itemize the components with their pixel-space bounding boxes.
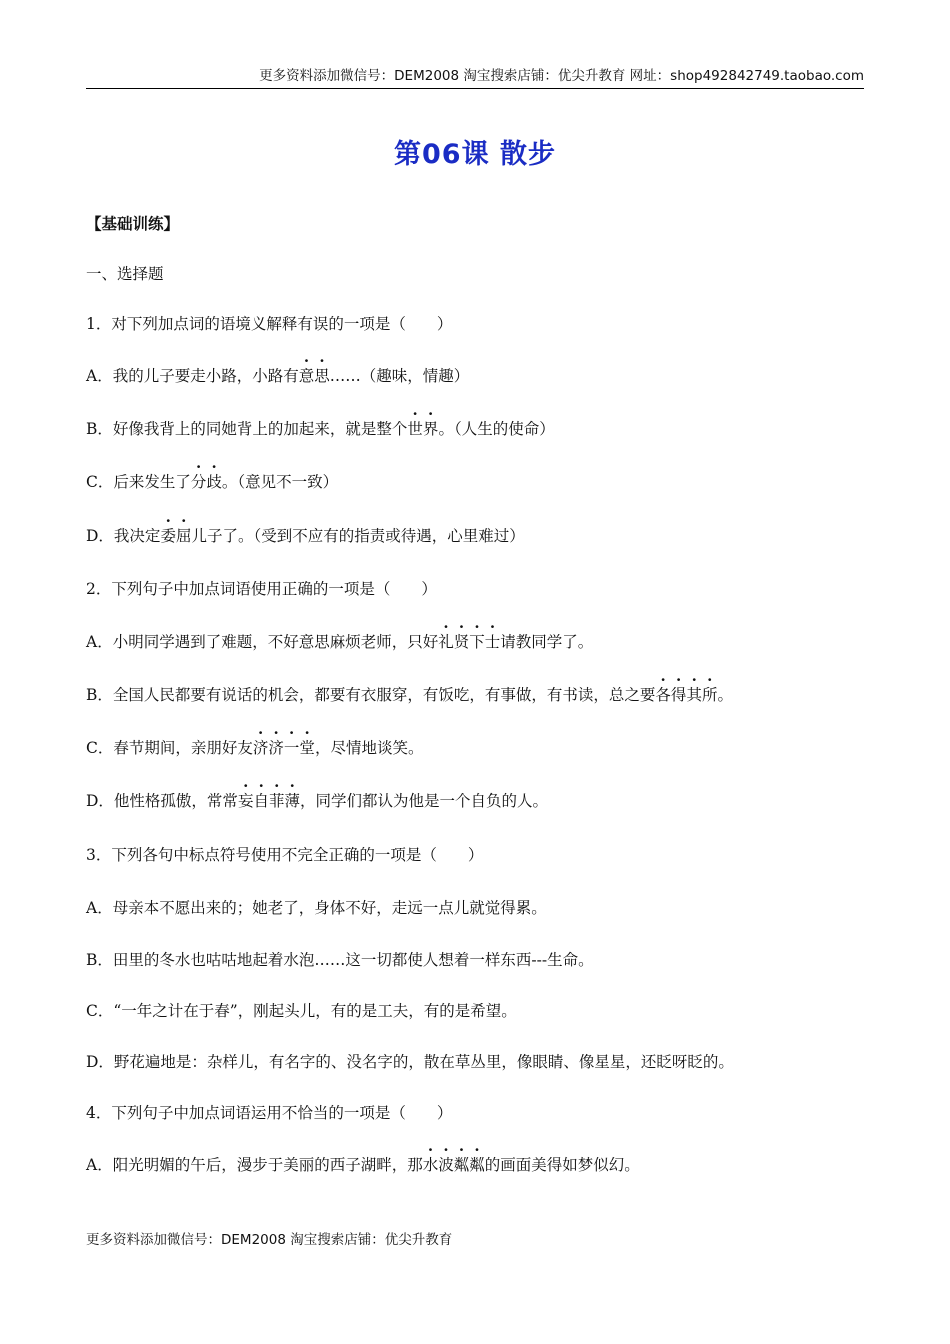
q2-option-b [86, 683, 733, 707]
dotted-char: 济 [252, 739, 269, 757]
option-text: D．他性格孤傲，常常 [86, 792, 238, 810]
dotted-char: 得 [670, 686, 687, 704]
option-text: A．小明同学遇到了难题，不好意思麻烦老师，只好 [86, 633, 439, 651]
dotted-char: 波 [438, 1156, 454, 1174]
option-text: 儿子了。（受到不应有的指责或待遇，心里难过） [191, 527, 525, 545]
section-tag: 【基础训练】 [86, 215, 180, 233]
dotted-char: 委 [160, 527, 176, 545]
q1-option-b [86, 417, 555, 441]
q3-option-a: A．母亲本不愿出来的；她老了，身体不好，走远一点儿就觉得累。 [86, 899, 547, 917]
option-text: ，尽情地谈笑。 [314, 739, 424, 757]
option-text: B．好像我背上的同她背上的加起来，就是整个 [86, 420, 408, 438]
dotted-char: 妄 [237, 792, 254, 810]
dotted-char: 思 [314, 367, 330, 385]
q2-option-a [86, 630, 593, 654]
page-footer: 更多资料添加微信号：DEM2008 淘宝搜索店铺：优尖升教育 [86, 1232, 453, 1248]
dotted-char: 下 [469, 633, 485, 651]
option-text: D．我决定 [86, 527, 161, 545]
dotted-char: 一 [283, 739, 300, 757]
q2-option-d [86, 789, 548, 813]
option-text: ，同学们都认为他是一个自负的人。 [300, 792, 549, 810]
dotted-char: 堂 [299, 739, 315, 757]
option-text: C．春节期间，亲朋好友 [86, 739, 253, 757]
q2-stem: 2．下列句子中加点词语使用正确的一项是（ ） [86, 580, 437, 598]
option-text: 。（意见不一致） [221, 473, 339, 491]
q3-option-d: D．野花遍地是：杂样儿，有名字的、没名字的，散在草丛里，像眼睛、像星星，还眨呀眨的。 [86, 1053, 734, 1071]
q2-option-c [86, 736, 423, 760]
dotted-char: 水 [422, 1156, 439, 1174]
option-text: 。 [717, 686, 733, 704]
option-text: 的画面美得如梦似幻。 [484, 1156, 640, 1174]
dotted-char: 所 [701, 686, 718, 704]
q1-option-a [86, 364, 469, 388]
page-header: 更多资料添加微信号：DEM2008 淘宝搜索店铺：优尖升教育 网址：shop492842749.taobao.com [86, 66, 864, 89]
dotted-char: 济 [268, 739, 284, 757]
option-text: A．我的儿子要走小路，小路有 [86, 367, 299, 385]
dotted-char: 礼 [438, 633, 454, 651]
dotted-char: 各 [655, 686, 671, 704]
option-text: A．阳光明媚的午后，漫步于美丽的西子湖畔，那 [86, 1156, 423, 1174]
dotted-char: 士 [484, 633, 501, 651]
q4-option-a [86, 1153, 640, 1177]
dotted-char: 世 [407, 420, 423, 438]
q1-stem: 1．对下列加点词的语境义解释有误的一项是（ ） [86, 315, 453, 333]
page-title: 第06课 散步 [394, 139, 556, 170]
dotted-char: 屈 [175, 527, 192, 545]
q3-stem: 3．下列各句中标点符号使用不完全正确的一项是（ ） [86, 846, 484, 864]
q3-option-b: B．田里的冬水也咕咕地起着水泡……这一切都使人想着一样东西---生命。 [86, 951, 594, 969]
dotted-char: 其 [686, 686, 702, 704]
option-text: B．全国人民都要有说话的机会，都要有衣服穿，有饭吃，有事做，有书读，总之要 [86, 686, 656, 704]
dotted-char: 界 [422, 420, 439, 438]
q4-stem: 4．下列句子中加点词语运用不恰当的一项是（ ） [86, 1104, 453, 1122]
q1-option-c [86, 470, 338, 494]
option-text: 请教同学了。 [500, 633, 594, 651]
dotted-char: 菲 [268, 792, 285, 810]
option-text: C．后来发生了 [86, 473, 191, 491]
dotted-char: 贤 [453, 633, 470, 651]
dotted-char: 粼 [453, 1156, 470, 1174]
dotted-char: 分 [190, 473, 207, 491]
q1-option-d [86, 524, 525, 548]
dotted-char: 自 [253, 792, 269, 810]
option-text: ……（趣味，情趣） [329, 367, 470, 385]
dotted-char: 歧 [206, 473, 222, 491]
dotted-char: 粼 [469, 1156, 485, 1174]
dotted-char: 意 [298, 367, 315, 385]
q3-option-c: C．“一年之计在于春”，刚起头儿，有的是工夫，有的是希望。 [86, 1002, 517, 1020]
option-text: 。（人生的使命） [438, 420, 555, 438]
dotted-char: 薄 [284, 792, 300, 810]
part-heading: 一、选择题 [86, 265, 164, 283]
